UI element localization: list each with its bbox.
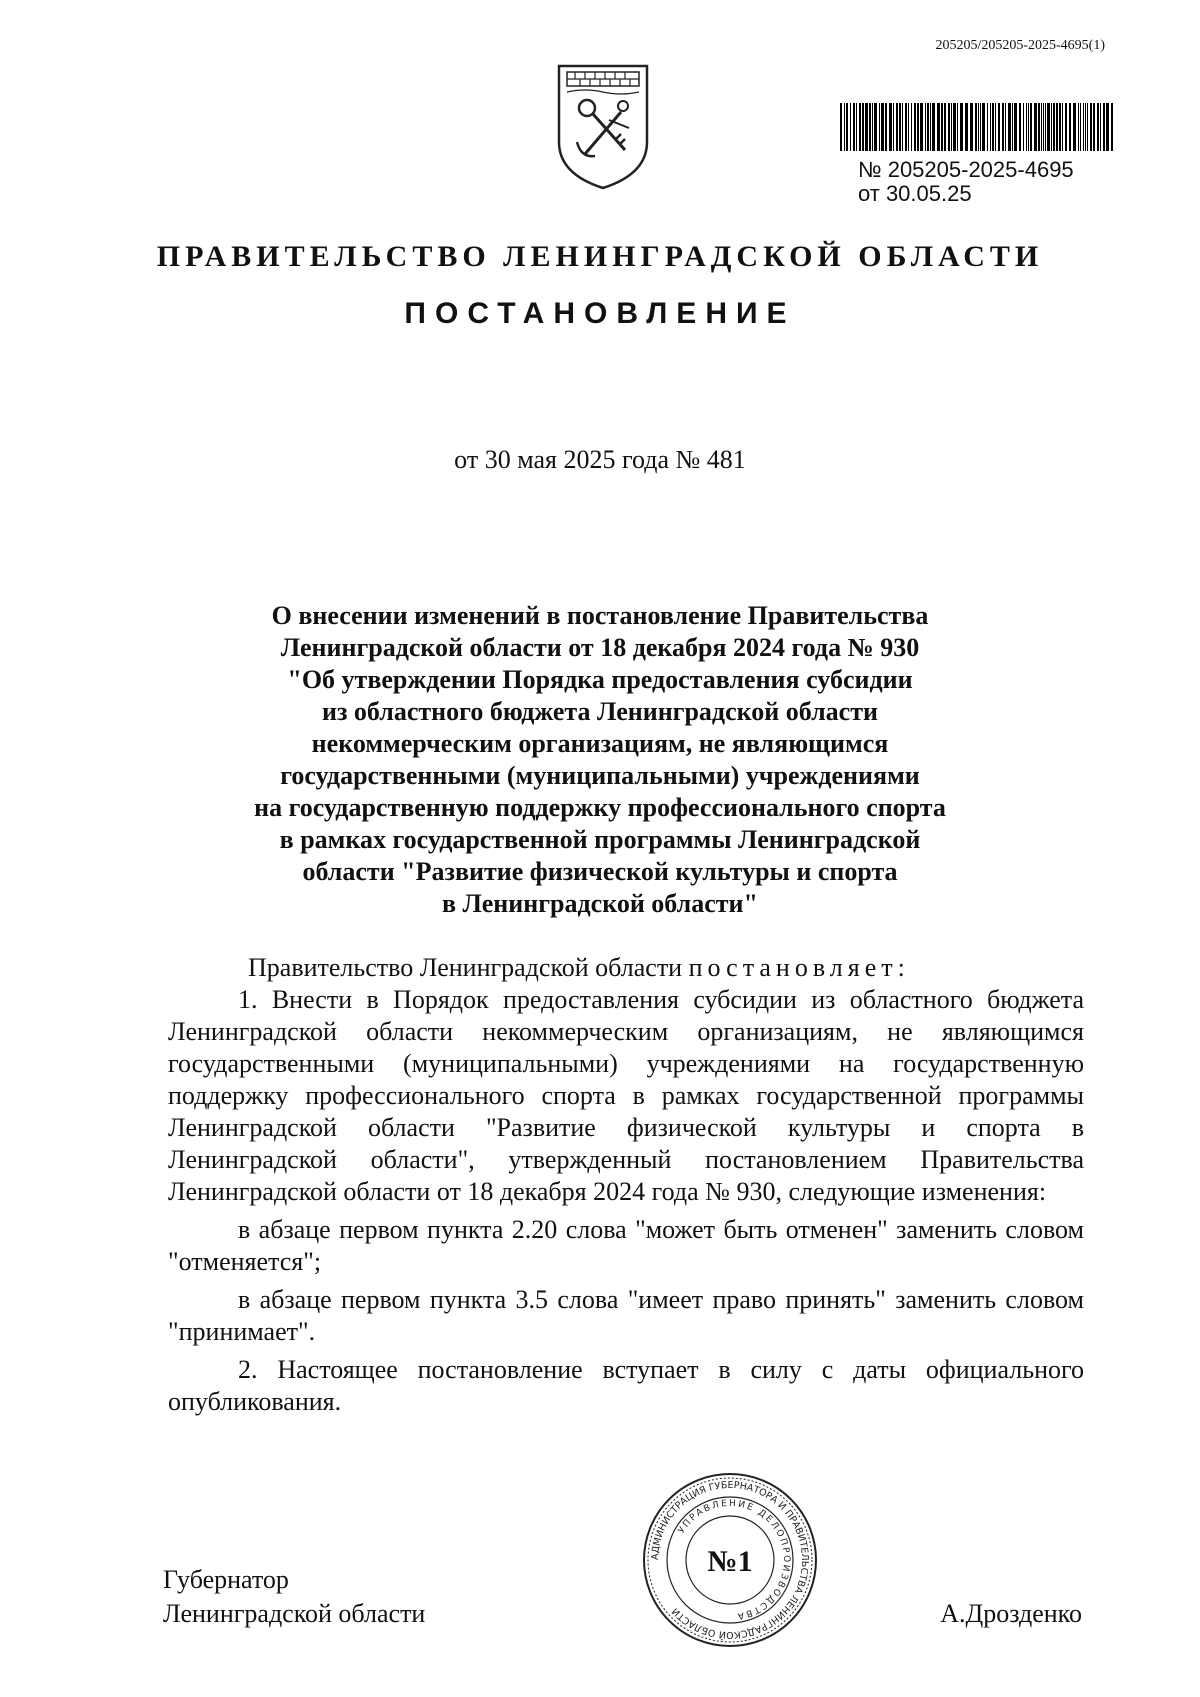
paragraph-2: 2. Настоящее постановление вступает в силу с даты официального опубликования. bbox=[168, 1355, 1084, 1416]
document-body bbox=[168, 952, 1084, 1418]
intro-paragraph bbox=[168, 952, 1084, 984]
subject-line: из областного бюджета Ленинградской области bbox=[322, 697, 878, 726]
registration-date: от 30.05.25 bbox=[858, 181, 972, 206]
seal-outer-text: АДМИНИСТРАЦИЯ ГУБЕРНАТОРА И ПРАВИТЕЛЬСТВА ЛЕНИНГРАДСКОЙ ОБЛАСТИ bbox=[649, 1479, 811, 1641]
subject-line: О внесении изменений в постановление Правительства bbox=[271, 601, 929, 630]
registration-number: № 205205-2025-4695 bbox=[858, 157, 1074, 182]
official-seal-icon bbox=[640, 1470, 820, 1650]
signatory-name: А.Дрозденко bbox=[940, 1599, 1082, 1628]
subject-line: Ленинградской области от 18 декабря 2024 года № 930 bbox=[280, 633, 920, 662]
subject-line: в рамках государственной программы Ленинградской bbox=[279, 825, 921, 854]
paragraph-amendment-1: в абзаце первом пункта 2.20 слова "может быть отменен" заменить словом "отменяется"; bbox=[168, 1215, 1084, 1276]
document-type: ПОСТАНОВЛЕНИЕ bbox=[404, 297, 796, 330]
document-subject bbox=[200, 600, 1000, 920]
government-title: ПРАВИТЕЛЬСТВО ЛЕНИНГРАДСКОЙ ОБЛАСТИ bbox=[156, 240, 1044, 273]
paragraph-amendment-2: в абзаце первом пункта 3.5 слова "имеет право принять" заменить словом "принимает". bbox=[168, 1285, 1084, 1346]
subject-line: на государственную поддержку профессионального спорта bbox=[254, 793, 946, 822]
seal-number: №1 bbox=[707, 1545, 753, 1578]
barcode-icon bbox=[840, 103, 1115, 151]
subject-line: государственными (муниципальными) учреждениями bbox=[280, 761, 920, 790]
intro-verb: постановляет: bbox=[688, 953, 910, 982]
document-date-number: от 30 мая 2025 года № 481 bbox=[454, 445, 746, 474]
subject-line: некоммерческим организациям, не являющимся bbox=[311, 729, 889, 758]
subject-line: в Ленинградской области" bbox=[442, 889, 758, 918]
intro-prefix: Правительство Ленинградской области bbox=[248, 953, 683, 982]
paragraph-1: 1. Внести в Порядок предоставления субсидии из областного бюджета Ленинградской области некоммерческим организациям, не являющимся государственными (муниципальными) учреждениями на государственную поддержку профессионального спорта в рамках государственной программы Ленинградской области "Развитие физической культуры и спорта в Ленинградской области", утвержденный постановлением Правительства Ленинградской области от 18 декабря 2024 года № 930, следующие изменения: bbox=[168, 985, 1084, 1206]
seal-inner-text: УПРАВЛЕНИЕ ДЕЛОПРОИЗВОДСТВА bbox=[676, 1498, 792, 1621]
signatory-position: Губернатор bbox=[163, 1565, 289, 1594]
subject-line: "Об утверждении Порядка предоставления субсидии bbox=[287, 665, 913, 694]
subject-line: области "Развитие физической культуры и спорта bbox=[302, 857, 898, 886]
document-reference: 205205/205205-2025-4695(1) bbox=[935, 38, 1105, 53]
coat-of-arms-icon bbox=[555, 62, 651, 192]
signatory-region: Ленинградской области bbox=[163, 1599, 426, 1628]
